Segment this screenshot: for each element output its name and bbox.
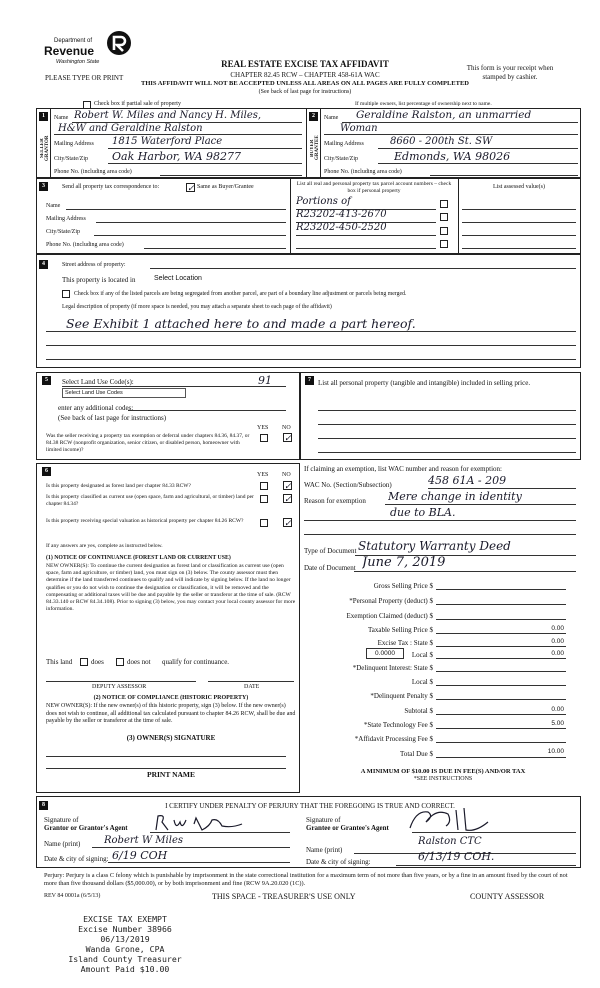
buyer-name-2[interactable]: Woman xyxy=(340,123,378,134)
excise-state-value[interactable]: 0.00 xyxy=(551,638,564,645)
subtotal-label: Subtotal $ xyxy=(404,707,433,715)
land-use-code-label: Select Land Use Code(s): xyxy=(62,378,134,386)
seller-mailing-label: Mailing Address xyxy=(54,141,94,147)
land-use-code-value[interactable]: 91 xyxy=(258,374,272,387)
segregated-label: Check box if any of the listed parcels are being segregated from another parcel, are part of a boundary line adjustment or parcels being merged. xyxy=(74,291,407,297)
see-back-note: (See back of last page for instructions) xyxy=(258,89,352,95)
section-7-number: 7 xyxy=(305,376,314,385)
notice-2-title: (2) NOTICE OF COMPLIANCE (HISTORIC PROPERTY) xyxy=(93,695,249,701)
see-instructions: *SEE INSTRUCTIONS xyxy=(413,776,473,782)
s3-city-label: City/State/Zip xyxy=(46,229,80,235)
buyer-signature-icon[interactable] xyxy=(406,804,506,834)
total-due-value[interactable]: 10.00 xyxy=(547,748,564,755)
print-note: PLEASE TYPE OR PRINT xyxy=(45,74,124,82)
buyer-name-print-label: Name (print) xyxy=(306,846,343,854)
seller-signature-label: Signature of xyxy=(44,816,79,824)
seller-phone-label: Phone No. (including area code) xyxy=(54,169,132,175)
delinquent-interest-label: *Delinquent Interest: State $ xyxy=(352,664,433,672)
seller-mailing-value[interactable]: 1815 Waterford Place xyxy=(112,136,223,147)
s6-q2-no-checkbox[interactable]: ✓ xyxy=(284,494,292,504)
delinquent-local-label: Local $ xyxy=(411,678,433,686)
tech-fee-label: *State Technology Fee $ xyxy=(363,721,433,729)
state-text: Washington State xyxy=(56,59,100,65)
seller-signature-icon[interactable] xyxy=(152,812,262,834)
buyer-city-value[interactable]: Edmonds, WA 98026 xyxy=(394,150,511,163)
parcel-1[interactable]: Portions of xyxy=(296,196,351,207)
s5-see-back: (See back of last page for instructions) xyxy=(58,414,167,422)
buyer-agent-label: Grantee or Grantee's Agent xyxy=(306,824,389,832)
stamp-line-5: Island County Treasurer xyxy=(68,954,182,964)
partial-sale-label: Check box if partial sale of property xyxy=(94,101,181,107)
wac-no-label: WAC No. (Section/Subsection) xyxy=(304,481,392,489)
land-use-dropdown[interactable]: Select Land Use Codes xyxy=(62,388,186,398)
reason-label: Reason for exemption xyxy=(304,497,366,505)
exemption-claimed-label: Exemption Claimed (deduct) $ xyxy=(346,612,433,620)
section-1-number: 1 xyxy=(39,112,48,121)
section-6-number: 6 xyxy=(42,467,51,476)
stamp-line-6: Amount Paid $10.00 xyxy=(80,964,170,974)
reason-value-1[interactable]: Mere change in identity xyxy=(388,490,522,503)
buyer-phone-label: Phone No. (including area code) xyxy=(324,169,402,175)
multiple-owners-note: If multiple owners, list percentage of ownership next to name. xyxy=(355,101,492,107)
list-parcels-label: List all real and personal property tax parcel account numbers – check box if personal property xyxy=(296,181,452,194)
does-label: does xyxy=(91,658,104,666)
section-3-number: 3 xyxy=(39,182,48,191)
delinquent-penalty-label: *Delinquent Penalty $ xyxy=(370,692,433,700)
revenue-logo-mark-icon xyxy=(106,30,132,56)
notice-2-text: NEW OWNER(S): If the new owner(s) of this historic property, sign (3) below. If the new owner(s) does not wish to continue, all additional tax calculated pursuant to chapter 84.26 RCW, shall be due and payable by the seller or transferor at the time of sale. xyxy=(46,703,296,724)
section-6-box xyxy=(36,463,300,793)
parcel-2[interactable]: R23202-413-2670 xyxy=(296,209,387,220)
seller-name-print-label: Name (print) xyxy=(44,840,81,848)
s6-q1-yes-checkbox[interactable] xyxy=(260,482,268,490)
seller-name-label: Name xyxy=(54,115,69,121)
buyer-name-print-value[interactable]: Ralston CTC xyxy=(418,836,482,847)
form-title: REAL ESTATE EXCISE TAX AFFIDAVIT xyxy=(221,59,389,69)
section-2-number: 2 xyxy=(309,112,318,121)
seller-side-label: SELLER GRANTOR xyxy=(40,135,50,161)
qualify-label: qualify for continuance. xyxy=(162,658,230,666)
legal-description-label: Legal description of property (if more space is needed, you may attach a separate sheet to each page of the affidavit) xyxy=(62,304,332,310)
notice-3-title: (3) OWNER(S) SIGNATURE xyxy=(126,734,216,742)
type-of-document-value[interactable]: Statutory Warranty Deed xyxy=(358,539,511,553)
treasurer-use: THIS SPACE - TREASURER'S USE ONLY xyxy=(212,892,356,901)
subtotal-value[interactable]: 0.00 xyxy=(551,706,564,713)
stamp-line-1: EXCISE TAX EXEMPT xyxy=(83,914,167,924)
parcel-3[interactable]: R23202-450-2520 xyxy=(296,222,387,233)
treasurer-stamp xyxy=(50,914,200,974)
rev-number: REV 84 0001a (6/5/13) xyxy=(44,893,101,899)
seller-city-label: City/State/Zip xyxy=(54,156,88,162)
s6-no-label: NO xyxy=(282,472,291,478)
buyer-name-label: Name xyxy=(324,115,339,121)
s6-q3-no-checkbox[interactable]: ✓ xyxy=(284,518,292,528)
buyer-date-city-label: Date & city of signing: xyxy=(306,858,371,866)
buyer-date-city-value[interactable]: 6/13/19 COH. xyxy=(418,850,495,863)
taxable-selling-value[interactable]: 0.00 xyxy=(551,625,564,632)
type-of-document-label: Type of Document xyxy=(304,547,357,555)
s6-q2-yes-checkbox[interactable] xyxy=(260,495,268,503)
buyer-city-label: City/State/Zip xyxy=(324,156,358,162)
s3-phone-label: Phone No. (including area code) xyxy=(46,242,124,248)
seller-city-value[interactable]: Oak Harbor, WA 98277 xyxy=(112,150,242,163)
s6-q1-no-checkbox[interactable]: ✓ xyxy=(284,481,292,491)
this-land-label: This land xyxy=(46,658,73,666)
buyer-signature-label: Signature of xyxy=(306,816,341,824)
buyer-mailing-value[interactable]: 8660 - 200th St. SW xyxy=(390,136,493,147)
same-as-buyer-label: Same as Buyer/Grantee xyxy=(197,184,254,190)
notice-1-title: (1) NOTICE OF CONTINUANCE (FOREST LAND OR CURRENT USE) xyxy=(46,555,231,561)
tech-fee-value[interactable]: 5.00 xyxy=(551,720,564,727)
section-4-number: 4 xyxy=(39,260,48,269)
affidavit-fee-label: *Affidavit Processing Fee $ xyxy=(354,735,433,743)
section-5-number: 5 xyxy=(42,376,51,385)
date-of-document-label: Date of Document xyxy=(304,564,356,572)
total-due-label: Total Due $ xyxy=(400,750,433,758)
location-select[interactable]: Select Location xyxy=(154,275,202,282)
excise-state-label: Excise Tax : State $ xyxy=(377,639,433,647)
deputy-assessor-label: DEPUTY ASSESSOR xyxy=(92,684,147,690)
parcel-1-checkbox[interactable] xyxy=(440,200,448,208)
send-to-label: Send all property tax correspondence to: xyxy=(62,184,160,190)
s5-yes-label: YES xyxy=(257,425,269,431)
dept-of-text: Department of xyxy=(54,38,93,44)
s3-mailing-label: Mailing Address xyxy=(46,216,86,222)
buyer-name-1[interactable]: Geraldine Ralston, an unmarried xyxy=(356,109,532,121)
personal-property-deduct-label: *Personal Property (deduct) $ xyxy=(349,597,433,605)
revenue-text: Revenue xyxy=(44,44,95,58)
parcel-2-checkbox[interactable] xyxy=(440,213,448,221)
gross-selling-label: Gross Selling Price $ xyxy=(373,582,433,590)
local-rate-box[interactable]: 0.0000 xyxy=(366,648,404,659)
does-not-checkbox[interactable] xyxy=(116,658,124,666)
exemption-label: If claiming an exemption, list WAC number and reason for exemption: xyxy=(304,465,502,473)
wac-no-value[interactable]: 458 61A - 209 xyxy=(428,474,507,487)
stamp-line-2: Excise Number 38966 xyxy=(78,924,172,934)
taxable-selling-label: Taxable Selling Price $ xyxy=(367,626,433,634)
segregated-checkbox[interactable] xyxy=(62,290,70,298)
print-name-label: PRINT NAME xyxy=(147,770,195,779)
parcel-3-checkbox[interactable] xyxy=(440,227,448,235)
seller-agent-label: Grantor or Grantor's Agent xyxy=(44,824,128,832)
same-as-buyer-checkbox[interactable]: ✓ xyxy=(187,183,195,193)
located-in-label: This property is located in xyxy=(62,276,136,284)
additional-codes-label: enter any additional codes: xyxy=(58,404,134,412)
s6-question-1: Is this property designated as forest land per chapter 84.33 RCW? xyxy=(46,483,191,489)
excise-local-label: Local $ xyxy=(411,651,433,659)
perjury-notice: Perjury: Perjury is a class C felony which is punishable by imprisonment in the state correctional institution for a maximum term of not more than five years, or by a fine in an amount fixed by the court of not more than five thousand dollars ($5,000.00), or by both imprisonment and fine (RCW 9A.20.020 (1C)). xyxy=(44,872,568,887)
excise-local-value[interactable]: 0.00 xyxy=(551,650,564,657)
street-address-label: Street address of property: xyxy=(62,262,126,268)
seller-name-1[interactable]: Robert W. Miles and Nancy H. Miles, xyxy=(74,110,262,121)
s6-question-3: Is this property receiving special valuation as historical property per chapter 84.26 RCW? xyxy=(46,518,244,524)
seller-name-print-value[interactable]: Robert W Miles xyxy=(104,835,183,846)
buyer-side-label: BUYER GRANTEE xyxy=(310,135,320,161)
s6-question-2: Is this property classified as current use (open space, farm and agricultural, or timber) land per chapter 84.34? xyxy=(46,494,254,507)
seller-name-2[interactable]: H&W and Geraldine Ralston xyxy=(58,123,203,134)
minimum-note: A MINIMUM OF $10.00 IS DUE IN FEE(S) AND/OR TAX xyxy=(360,768,526,775)
reason-value-2[interactable]: due to BLA. xyxy=(390,506,456,519)
s5-yes-checkbox[interactable] xyxy=(260,434,268,442)
s5-question: Was the seller receiving a property tax exemption or deferral under chapters 84.36, 84.37, or 84.38 RCW (nonprofit organization, senior citizen, or disabled person, homeowner with limited income)? xyxy=(46,433,250,453)
buyer-mailing-label: Mailing Address xyxy=(324,141,364,147)
date-of-document-value[interactable]: June 7, 2019 xyxy=(362,555,446,570)
does-not-label: does not xyxy=(127,658,151,666)
receipt-note: This form is your receipt when stamped by cashier. xyxy=(466,64,554,81)
section-4-box xyxy=(36,254,581,368)
legal-description-value[interactable]: See Exhibit 1 attached here to and made a part hereof. xyxy=(66,316,416,331)
county-assessor: COUNTY ASSESSOR xyxy=(470,892,545,901)
certify-statement: I CERTIFY UNDER PENALTY OF PERJURY THAT THE FOREGOING IS TRUE AND CORRECT. xyxy=(165,802,455,810)
notice-1-text: NEW OWNER(S): To continue the current designation as forest land or classification as current use (open space, farm and agriculture, or timber) land, you must sign on (3) below. The county assessor must then determine if the land transferred continues to qualify and will indicate by signing below. If the land no longer qualifies or you do not wish to continue the designation or classification, it will be removed and the compensating or additional taxes will be due and payable by the seller or transferor at the time of sale. (RCW 84.33.140 or RCW 84.34.108). Prior to signing (3) below, you may contact your local county assessor for more information. xyxy=(46,563,296,613)
revenue-logo xyxy=(42,30,134,68)
s6-q3-yes-checkbox[interactable] xyxy=(260,519,268,527)
parcel-4-checkbox[interactable] xyxy=(440,240,448,248)
stamp-line-4: Wanda Grone, CPA xyxy=(85,944,165,954)
s5-no-checkbox[interactable]: ✓ xyxy=(284,433,292,443)
stamp-line-3: 06/13/2019 xyxy=(100,934,150,944)
seller-date-city-label: Date & city of signing: xyxy=(44,855,109,863)
form-warning: THIS AFFIDAVIT WILL NOT BE ACCEPTED UNLESS ALL AREAS ON ALL PAGES ARE FULLY COMPLETED xyxy=(141,80,469,87)
assessed-label: List assessed value(s) xyxy=(493,184,545,190)
s6-yes-label: YES xyxy=(257,472,269,478)
does-checkbox[interactable] xyxy=(80,658,88,666)
section-8-number: 8 xyxy=(39,801,48,810)
date-label: DATE xyxy=(244,684,260,690)
form-chapter: CHAPTER 82.45 RCW – CHAPTER 458-61A WAC xyxy=(230,71,380,79)
if-any-yes: If any answers are yes, complete as instructed below. xyxy=(46,543,163,549)
s3-name-label: Name xyxy=(46,203,61,209)
seller-date-city-value[interactable]: 6/19 COH xyxy=(112,849,168,862)
s5-no-label: NO xyxy=(282,425,291,431)
personal-property-label: List all personal property (tangible and intangible) included in selling price. xyxy=(318,379,531,387)
